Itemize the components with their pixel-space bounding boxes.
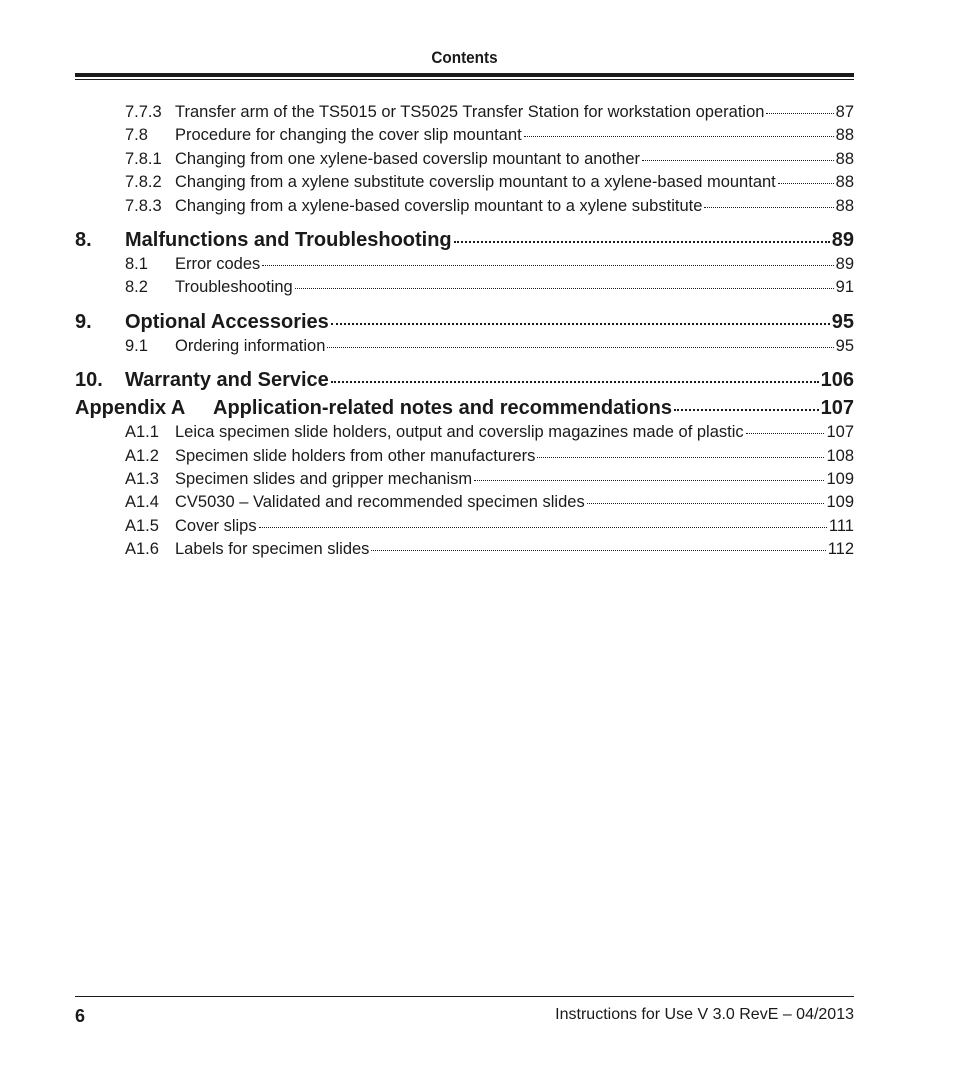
toc-entry-number: 10. <box>75 369 103 391</box>
toc-entry <box>75 490 854 512</box>
toc-leader-dots <box>295 275 834 292</box>
toc-entry <box>75 147 854 169</box>
toc-entry-number: 7.8.1 <box>125 149 162 168</box>
toc-entry-number: 8. <box>75 229 92 251</box>
toc-entry-title: Leica specimen slide holders, output and coverslip magazines made of plastic <box>175 422 744 441</box>
toc-entry <box>75 308 854 334</box>
toc-entry-number: 9. <box>75 311 92 333</box>
toc-entry-title: Labels for specimen slides <box>175 539 370 558</box>
toc-entry-page: 87 <box>835 102 854 121</box>
toc-entry-number: 7.8 <box>125 125 148 144</box>
toc-entry <box>75 334 854 356</box>
toc-entry <box>75 467 854 489</box>
toc-entry-page: 88 <box>835 125 854 144</box>
page-header-title: Contents <box>431 48 498 67</box>
toc-entry-number: 7.8.3 <box>125 196 162 215</box>
toc-entry-page: 111 <box>828 516 854 535</box>
toc-leader-dots <box>454 226 830 246</box>
toc-leader-dots <box>766 100 833 117</box>
toc-entry-page: 106 <box>820 369 854 391</box>
toc-leader-dots <box>778 170 834 187</box>
toc-entry-page: 95 <box>835 336 854 355</box>
toc-leader-dots <box>371 537 825 554</box>
toc-entry-page: 95 <box>831 311 854 333</box>
toc-leader-dots <box>524 123 834 140</box>
toc-entry-title: Procedure for changing the cover slip mountant <box>175 125 522 144</box>
toc-leader-dots <box>262 252 833 269</box>
toc-leader-dots <box>587 490 825 507</box>
toc-entry-title: Transfer arm of the TS5015 or TS5025 Transfer Station for workstation operation <box>175 102 765 121</box>
toc-entry-title: Specimen slide holders from other manufacturers <box>175 446 536 465</box>
footer-document-version: Instructions for Use V 3.0 RevE – 04/2013 <box>555 1006 854 1023</box>
toc-entry-number: 8.2 <box>125 277 148 296</box>
toc-entry-title: Warranty and Service <box>125 369 329 391</box>
toc-entry-title: Ordering information <box>175 336 326 355</box>
toc-entry-number: 7.8.2 <box>125 172 162 191</box>
toc-entry-page: 89 <box>835 254 854 273</box>
toc-entry-page: 107 <box>820 397 854 419</box>
toc-entry-page: 88 <box>835 149 854 168</box>
toc-entry-page: 91 <box>835 277 854 296</box>
toc-entry-page: 88 <box>835 196 854 215</box>
toc-entry-title: Optional Accessories <box>125 311 329 333</box>
toc-entry-number: 8.1 <box>125 254 148 273</box>
toc-entry <box>75 514 854 536</box>
toc-entry-page: 108 <box>826 446 854 465</box>
toc-entry-number: 9.1 <box>125 336 148 355</box>
toc-entry <box>75 366 854 392</box>
toc-entry-number: A1.3 <box>125 469 159 488</box>
toc-leader-dots <box>746 420 825 437</box>
toc-leader-dots <box>327 334 833 351</box>
toc-entry-title: Changing from a xylene-based coverslip mountant to a xylene substitute <box>175 196 703 215</box>
toc-entry-title: Cover slips <box>175 516 257 535</box>
toc-entry-page: 107 <box>826 422 854 441</box>
toc-entry-title: Troubleshooting <box>175 277 293 296</box>
toc-entry <box>75 444 854 466</box>
toc-leader-dots <box>674 394 819 414</box>
toc-leader-dots <box>331 366 819 386</box>
toc-entry <box>75 420 854 442</box>
toc-leader-dots <box>704 194 833 211</box>
toc-entry <box>75 537 854 559</box>
toc-leader-dots <box>537 444 824 461</box>
toc-entry <box>75 123 854 145</box>
toc-entry-title: Changing from a xylene substitute coverslip mountant to a xylene-based mountant <box>175 172 776 191</box>
toc-entry <box>75 226 854 252</box>
toc-entry-title: Application-related notes and recommendations <box>213 397 672 419</box>
toc-entry-title: Error codes <box>175 254 261 273</box>
toc-entry-number: A1.2 <box>125 446 159 465</box>
footer-rule <box>75 996 854 997</box>
toc-entry-number: A1.4 <box>125 492 159 511</box>
toc-entry <box>75 275 854 297</box>
toc-leader-dots <box>642 147 834 164</box>
toc-entry-number: A1.6 <box>125 539 159 558</box>
toc-entry-page: 89 <box>831 229 854 251</box>
toc-leader-dots <box>331 308 830 328</box>
toc-entry-title: Changing from one xylene-based coverslip mountant to another <box>175 149 641 168</box>
toc-entry-title: Specimen slides and gripper mechanism <box>175 469 473 488</box>
toc-entry-number: A1.5 <box>125 516 159 535</box>
toc-entry-number: A1.1 <box>125 422 159 441</box>
toc-entry-page: 88 <box>835 172 854 191</box>
toc-entry <box>75 394 854 420</box>
toc-entry-number: 7.7.3 <box>125 102 162 121</box>
toc-entry-title: CV5030 – Validated and recommended specimen slides <box>175 492 585 511</box>
toc-entry <box>75 252 854 274</box>
toc-entry-page: 109 <box>826 469 854 488</box>
toc-entry <box>75 170 854 192</box>
toc-entry-page: 112 <box>827 539 854 558</box>
toc-entry <box>75 100 854 122</box>
toc-leader-dots <box>474 467 824 484</box>
toc-entry <box>75 194 854 216</box>
footer-page-number: 6 <box>75 1006 86 1026</box>
toc-entry-number: Appendix A <box>75 397 186 419</box>
toc-entry-page: 109 <box>826 492 854 511</box>
toc-entry-title: Malfunctions and Troubleshooting <box>125 229 452 251</box>
toc-leader-dots <box>259 514 827 531</box>
